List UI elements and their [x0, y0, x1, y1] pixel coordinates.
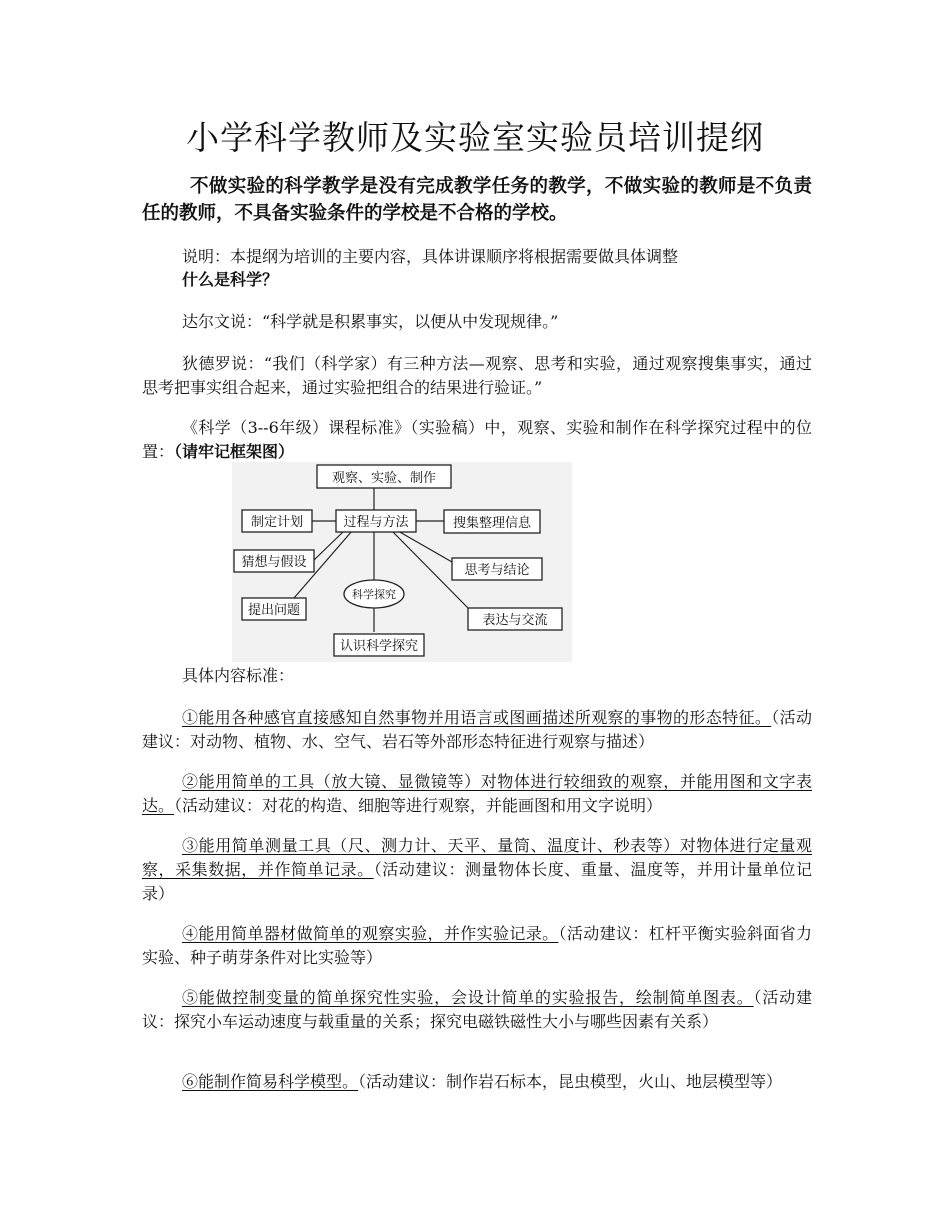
content-item-2-main: ②能用简单的工具（放大镜、显微镜等）对物体进行较细致的观察，并能用图和文字表达。 [142, 772, 812, 815]
content-item-2-note: （活动建议：对花的构造、细胞等进行观察，并能画图和用文字说明） [174, 796, 663, 815]
label-right1: 搜集整理信息 [452, 516, 532, 531]
label-right3: 表达与交流 [482, 613, 548, 628]
specific-content-title: 具体内容标准： [182, 666, 295, 685]
label-left1: 制定计划 [250, 515, 304, 530]
label-top: 观察、实验、制作 [331, 471, 437, 486]
standard-intro-emphasis: （请牢记框架图） [174, 442, 295, 461]
label-left2: 猜想与假设 [241, 555, 307, 570]
diderot-quote: 狄德罗说：“我们（科学家）有三种方法—观察、思考和实验，通过观察搜集事实，通过思考把事实组合起来，通过实验把组合的结果进行验证。” [142, 354, 812, 397]
standard-intro-text: 《科学（3--6年级）课程标准》（实验稿）中，观察、实验和制作在科学探究过程中的位置： [142, 418, 812, 461]
content-item-1-main: ①能用各种感官直接感知自然事物并用语言或图画描述所观察的事物的形态特征。 [182, 708, 772, 727]
note-paragraph [142, 245, 812, 269]
framework-diagram-svg [232, 462, 572, 662]
page-title: 小学科学教师及实验室实验员培训提纲 [186, 118, 764, 157]
content-item-1-note: （活动建议：对动物、植物、水、空气、岩石等外部形态特征进行观察与描述） [142, 708, 812, 751]
section-heading-what-is-science: 什么是科学？ [182, 270, 279, 289]
label-left3: 提出问题 [247, 603, 301, 618]
note-text: 说明：本提纲为培训的主要内容，具体讲课顺序将根据需要做具体调整 [182, 247, 679, 266]
content-item-6 [142, 1070, 812, 1094]
content-item-6-main: ⑥能制作简易科学模型。 [182, 1072, 359, 1091]
content-item-5-main: ⑤能做控制变量的简单探究性实验，会设计简单的实验报告，绘制简单图表。 [182, 988, 754, 1007]
content-item-4-main: ④能用简单器材做简单的观察实验，并作实验记录。 [182, 924, 559, 943]
connector-right2 [398, 531, 452, 562]
standard-intro [142, 416, 812, 464]
content-item-4-note: （活动建议：杠杆平衡实验斜面省力实验、种子萌芽条件对比实验等） [142, 924, 812, 967]
content-item-4 [142, 922, 812, 970]
content-item-3-main: ③能用简单测量工具（尺、测力计、天平、量筒、温度计、秒表等）对物体进行定量观察，采集数据，并作简单记录。 [142, 836, 812, 879]
framework-diagram [232, 462, 572, 662]
label-bottom: 认识科学探究 [339, 639, 419, 654]
content-item-1 [142, 706, 812, 754]
content-item-2 [142, 770, 812, 818]
content-item-3 [142, 834, 812, 906]
motto-paragraph: 不做实验的科学教学是没有完成教学任务的教学，不做实验的教师是不负责任的教师，不具备实验条件的学校是不合格的学校。 [142, 176, 812, 224]
label-oval: 科学探究 [352, 588, 396, 601]
content-item-5-note: （活动建议：探究小车运动速度与载重量的关系；探究电磁铁磁性大小与哪些因素有关系） [142, 988, 812, 1031]
content-item-6-note: （活动建议：制作岩石标本，昆虫模型，火山、地层模型等） [358, 1072, 783, 1091]
content-item-5 [142, 986, 812, 1034]
content-item-3-note: （活动建议：测量物体长度、重量、温度等，并用计量单位记录） [142, 860, 812, 903]
label-center: 过程与方法 [343, 515, 409, 530]
darwin-quote: 达尔文说：“科学就是积累事实，以便从中发现规律。” [182, 312, 559, 331]
label-right2: 思考与结论 [464, 563, 530, 578]
